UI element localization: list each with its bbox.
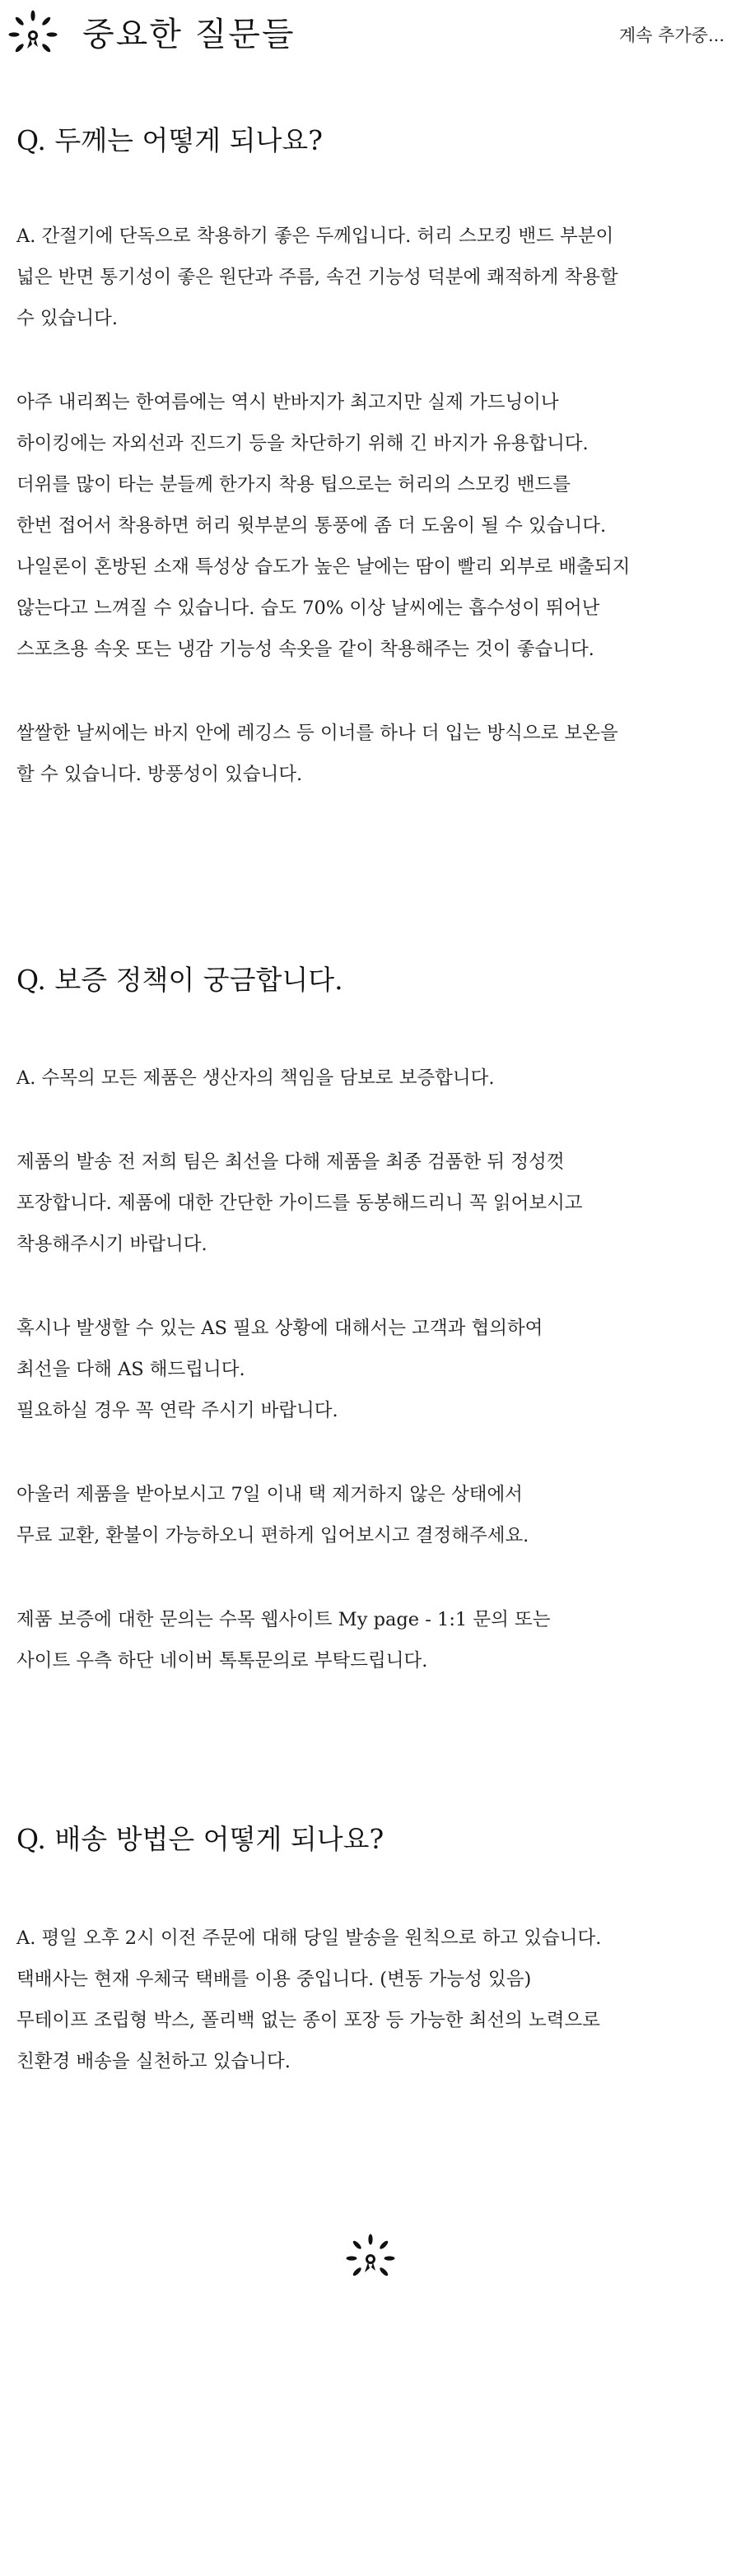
faq-question-shipping: Q. 배송 방법은 어떻게 되나요? [16,1823,384,1855]
answer-paragraph: A. 평일 오후 2시 이전 주문에 대해 당일 발송을 원칙으로 하고 있습니다. 택배사는 현재 우체국 택배를 이용 중입니다. (변동 가능성 있음) 무테이프 조립형 박스, 폴리백 없는 종이 포장 등 가능한 최선의 노력으로 친환경 배송을 실천하고 있습니다. [16,1927,602,2072]
answer-paragraph: 제품의 발송 전 저희 팀은 최선을 다해 제품을 최종 검품한 뒤 정성껏 포장합니다. 제품에 대한 간단한 가이드를 동봉해드리니 꼭 읽어보시고 착용해주시기 바랍니다. [16,1151,583,1255]
answer-paragraph: A. 수목의 모든 제품은 생산자의 책임을 담보로 보증합니다. [16,1067,495,1089]
answer-paragraph: 쌀쌀한 날씨에는 바지 안에 레깅스 등 이너를 하나 더 입는 방식으로 보온을 할 수 있습니다. 방풍성이 있습니다. [16,723,618,785]
faq-question-thickness: Q. 두께는 어떻게 되나요? [16,124,323,156]
faq-answer-thickness [16,216,725,838]
faq-answer-warranty [16,1058,725,1724]
page-title: 중요한 질문들 [82,16,296,53]
answer-paragraph: 아주 내리쬐는 한여름에는 역시 반바지가 최고지만 실제 가드닝이나 하이킹에는 자외선과 진드기 등을 차단하기 위해 긴 바지가 유용합니다. 더위를 많이 타는 분들께 한가지 착용 팁으로는 허리의 스모킹 밴드를 한번 접어서 착용하면 허리 윗부분의 통풍에 좀 더 도움이 될 수 있습니다. 나일론이 혼방된 소재 특성상 습도가 높은 날에는 땀이 빨리 외부로 배출되지 않는다고 느껴질 수 있습니다. 습도 70% 이상 날씨에는 흡수성이 뛰어난 스포츠용 속옷 또는 냉감 기능성 속옷을 같이 착용해주는 것이 좋습니다. [16,392,631,660]
sprout-sun-logo-icon [7,8,59,61]
answer-paragraph: 제품 보증에 대한 문의는 수목 웹사이트 My page - 1:1 문의 또는 사이트 우측 하단 네이버 톡톡문의로 부탁드립니다. [16,1609,551,1672]
faq-question-warranty: Q. 보증 정책이 궁금합니다. [16,964,343,996]
sprout-sun-footer-icon [344,2232,397,2285]
answer-paragraph: A. 간절기에 단독으로 착용하기 좋은 두께입니다. 허리 스모킹 밴드 부분이 넓은 반면 통기성이 좋은 원단과 주름, 속건 기능성 덕분에 쾌적하게 착용할 수 있습니다. [16,226,618,329]
update-note: 계속 추가중... [618,26,725,45]
faq-answer-shipping [16,1918,725,2125]
answer-paragraph: 아울러 제품을 받아보시고 7일 이내 택 제거하지 않은 상태에서 무료 교환, 환불이 가능하오니 편하게 입어보시고 결정해주세요. [16,1484,529,1546]
page-header [0,0,741,74]
answer-paragraph: 혹시나 발생할 수 있는 AS 필요 상황에 대해서는 고객과 협의하여 최선을 다해 AS 해드립니다. 필요하실 경우 꼭 연락 주시기 바랍니다. [16,1318,543,1421]
